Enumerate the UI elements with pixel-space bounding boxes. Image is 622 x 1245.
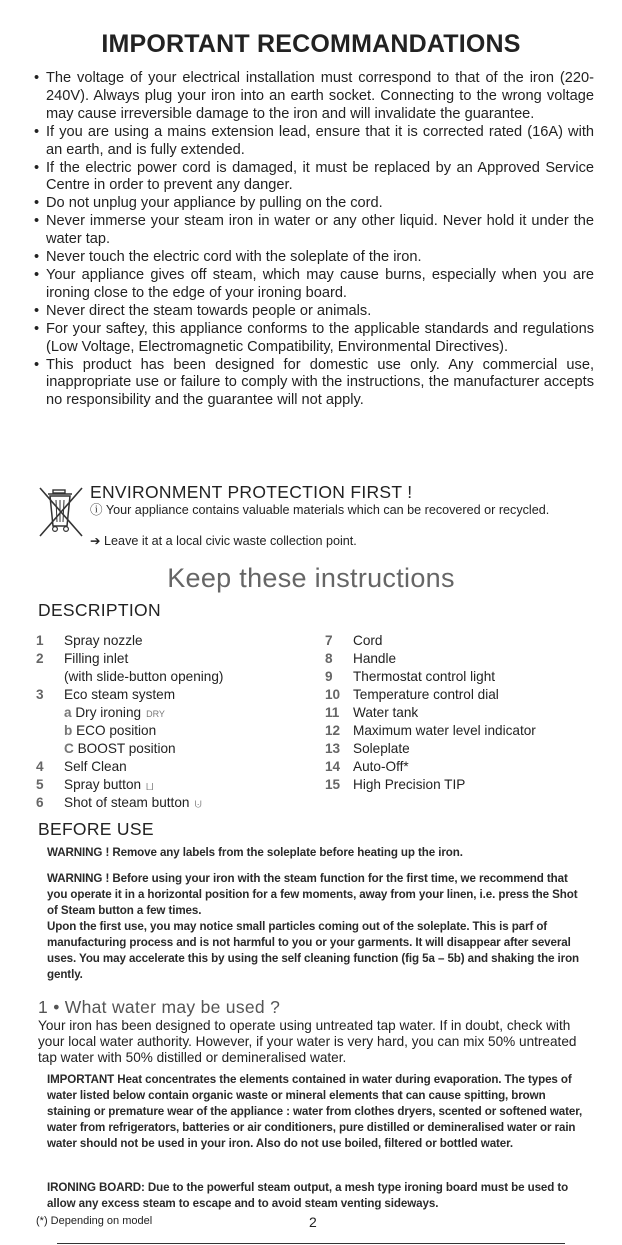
page-title: IMPORTANT RECOMMANDATIONS	[101, 30, 521, 58]
description-item: 1 Spray nozzle	[36, 633, 143, 648]
recommendation-item: • If you are using a mains extension lead, ensure that it is corrected rated (16A) with an earth, and is fully extended.	[34, 124, 594, 160]
crossed-out-wheeled-bin-icon	[36, 484, 86, 540]
description-item: 2 Filling inlet	[36, 651, 129, 666]
description-item: (with slide-button opening)	[64, 669, 224, 684]
description-item: C BOOST position	[64, 741, 176, 756]
environment-recycle-text: ⓘ Your appliance contains valuable materials which can be recovered or recycled.	[90, 503, 550, 517]
description-item: 3 Eco steam system	[36, 687, 176, 702]
water-important-note: IMPORTANT Heat concentrates the elements contained in water during evaporation. The types of water listed below contain organic waste or mineral elements that can cause spitting, brown staining or premature wear of the appliance : water from clothes dryers, scented or softened water, water from refrigerators, batteries or air conditioners, pure distilled or demineralised water or rain water should not be used in your iron. Also do not use boiled, filtered or bottled water.	[47, 1073, 583, 1150]
description-item: 15 High Precision TIP	[325, 777, 466, 792]
description-item: b ECO position	[64, 723, 157, 738]
spray-icon: ⨆	[146, 781, 154, 791]
recommendation-item: • Do not unplug your appliance by pulling on the cord.	[34, 195, 594, 213]
recommendation-item: • If the electric power cord is damaged, it must be replaced by an Approved Service Centre in order to prevent any danger.	[34, 160, 594, 196]
recommendation-item: • Your appliance gives off steam, which may cause burns, especially when you are ironing close to the edge of your ironing board.	[34, 267, 594, 303]
description-item: 13 Soleplate	[325, 741, 410, 756]
description-item: 4 Self Clean	[36, 759, 127, 774]
water-heading: 1 • What water may be used ?	[38, 997, 281, 1017]
description-list-left	[36, 632, 306, 812]
sub-letter: a	[64, 705, 72, 720]
water-text: Your iron has been designed to operate using untreated tap water. If in doubt, check with your local water authority. However, if your water is very hard, you can mix 50% untreated tap water with 50% distilled or demineralised water.	[38, 1018, 577, 1065]
warning-labels: WARNING ! Remove any labels from the soleplate before heating up the iron.	[47, 846, 463, 859]
environment-collection-text: ➔ Leave it at a local civic waste collection point.	[90, 534, 357, 548]
description-item: 14 Auto-Off*	[325, 759, 409, 774]
description-item: 5 Spray button ⨆	[36, 777, 154, 792]
recommendations-list	[34, 70, 594, 410]
description-item: a Dry ironing DRY	[64, 705, 165, 720]
bottom-rule	[57, 1243, 565, 1244]
page-number: 2	[309, 1214, 317, 1230]
steam-shot-icon: ⨃	[194, 799, 202, 809]
description-item: 10 Temperature control dial	[325, 687, 499, 702]
footnote: (*) Depending on model	[36, 1215, 153, 1227]
first-use-particles-note: Upon the first use, you may notice small particles coming out of the soleplate. This is parf of manufacturing process and is not harmful to you or your garments. It will disappear after several uses. You may accelerate this by using the self cleaning function (fig 5a – 5b) and shaking the iron gently.	[47, 920, 580, 981]
ironing-board-note: IRONING BOARD: Due to the powerful steam output, a mesh type ironing board must be used to allow any excess steam to escape and to avoid steam venting sideways.	[47, 1181, 569, 1210]
description-item: 9 Thermostat control light	[325, 669, 496, 684]
description-item: 11 Water tank	[325, 705, 419, 720]
warning-first-use: WARNING ! Before using your iron with the steam function for the first time, we recommend that you operate it in a horizontal position for a few moments, away from your linen, i.e. press the Shot of Steam button a few times.	[47, 872, 578, 917]
recommendation-item: • Never immerse your steam iron in water or any other liquid. Never hold it under the water tap.	[34, 213, 594, 249]
description-item: 7 Cord	[325, 633, 383, 648]
recommendation-item: • For your saftey, this appliance conforms to the applicable standards and regulations (Low Voltage, Electromagnetic Compatibility, Environmental Directives).	[34, 321, 594, 357]
description-item: 6 Shot of steam button ⨃	[36, 795, 202, 810]
sub-letter: C	[64, 741, 74, 756]
description-heading: DESCRIPTION	[38, 600, 161, 620]
dry-icon: DRY	[146, 709, 165, 719]
recommendation-item: • Never touch the electric cord with the soleplate of the iron.	[34, 249, 594, 267]
recommendation-item: • Never direct the steam towards people or animals.	[34, 303, 594, 321]
before-use-heading: BEFORE USE	[38, 819, 154, 839]
sub-letter: b	[64, 723, 73, 738]
keep-instructions-heading: Keep these instructions	[167, 563, 455, 593]
environment-title: ENVIRONMENT PROTECTION FIRST !	[90, 482, 413, 502]
recommendation-item: • This product has been designed for domestic use only. Any commercial use, inappropriate use or failure to comply with the instructions, the manufacturer accepts no responsibility and the guarantee will not apply.	[34, 357, 594, 411]
recommendation-item: • The voltage of your electrical installation must correspond to that of the iron (220-240V). Always plug your iron into an earth socket. Connecting to the wrong voltage may cause irreversible damage to the iron and will invalidate the guarantee.	[34, 70, 594, 124]
description-list-right	[325, 632, 595, 794]
description-item: 8 Handle	[325, 651, 397, 666]
description-item: 12 Maximum water level indicator	[325, 723, 536, 738]
